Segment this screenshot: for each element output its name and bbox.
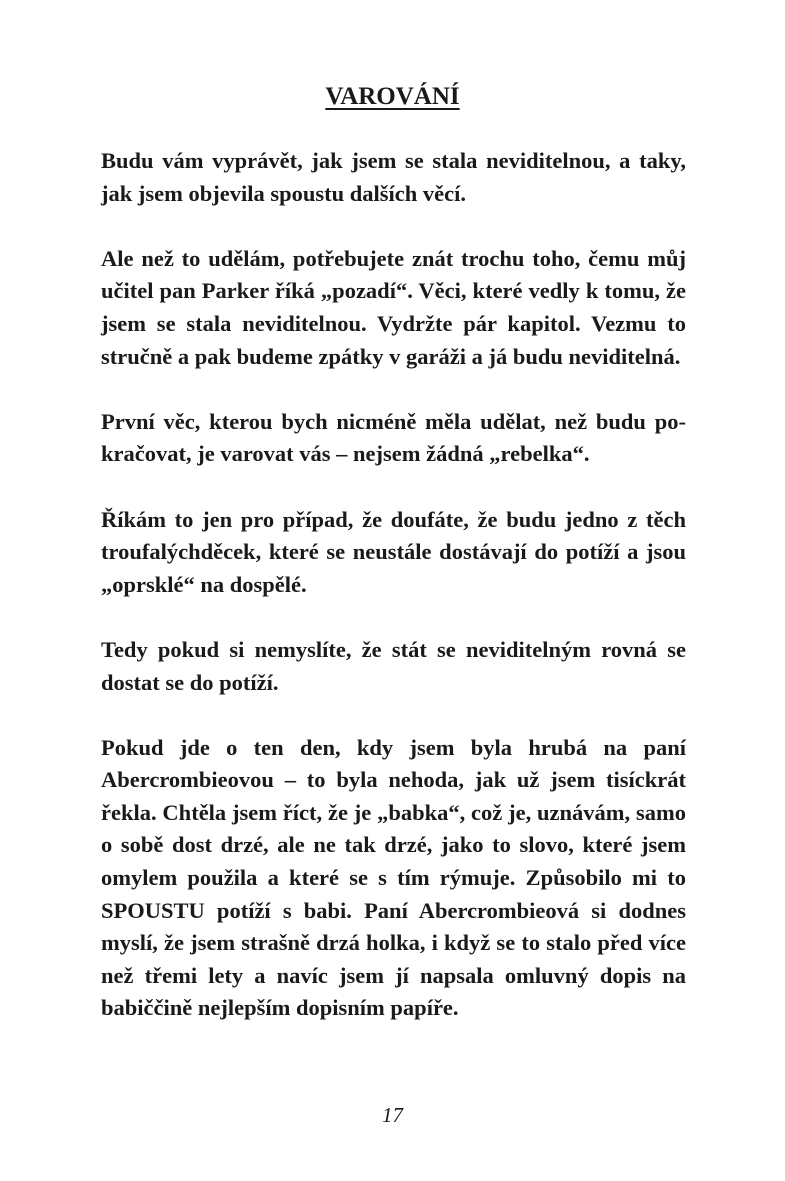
chapter-body — [101, 145, 686, 1058]
paragraph: Tedy pokud si nemyslíte, že stát se neviditelným rovná se dostat se do potíží. — [101, 636, 686, 695]
chapter-title: VAROVÁNÍ — [325, 83, 460, 110]
paragraph: Budu vám vyprávět, jak jsem se stala neviditelnou, a taky, jak jsem objevila spoustu dalších věcí. — [101, 148, 686, 206]
page-number: 17 — [382, 1103, 403, 1127]
paragraph: Pokud jde o ten den, kdy jsem byla hrubá na paní Abercrombieovou – to byla nehoda, jak už jsem tisíckrát řekla. Chtěla jsem říct, že je „babka“, což je, uznávám, samo o sobě dost drzé, ale ne tak drzé, jako to slovo, které jsem omylem použila a které se s tím rýmuje. Způsobilo mi to SPOUSTU potíží s babi. Paní Abercrombieová si dodnes myslí, že jsem strašně drzá holka, i když se to stalo před více než třemi lety a navíc jsem jí napsala omluvný dopis na babiččině nejlepším dopisním papíře. — [101, 734, 686, 1021]
paragraph: První věc, kterou bych nicméně měla udělat, než budu pokračovat, je varovat vás – nejsem žádná „rebelka“. — [101, 408, 686, 467]
paragraph: Říkám to jen pro případ, že doufáte, že budu jedno z těch troufalýchděcek, které se neustále dostávají do potíží a jsou „oprsklé“ na dospělé. — [101, 506, 686, 597]
paragraph: Ale než to udělám, potřebujete znát trochu toho, čemu můj učitel pan Parker říká „pozadí“. Věci, které vedly k tomu, že jsem se stala neviditelnou. Vydržte pár kapitol. Vezmu to stručně a pak budeme zpátky v garáži a já budu neviditelná. — [101, 245, 686, 369]
